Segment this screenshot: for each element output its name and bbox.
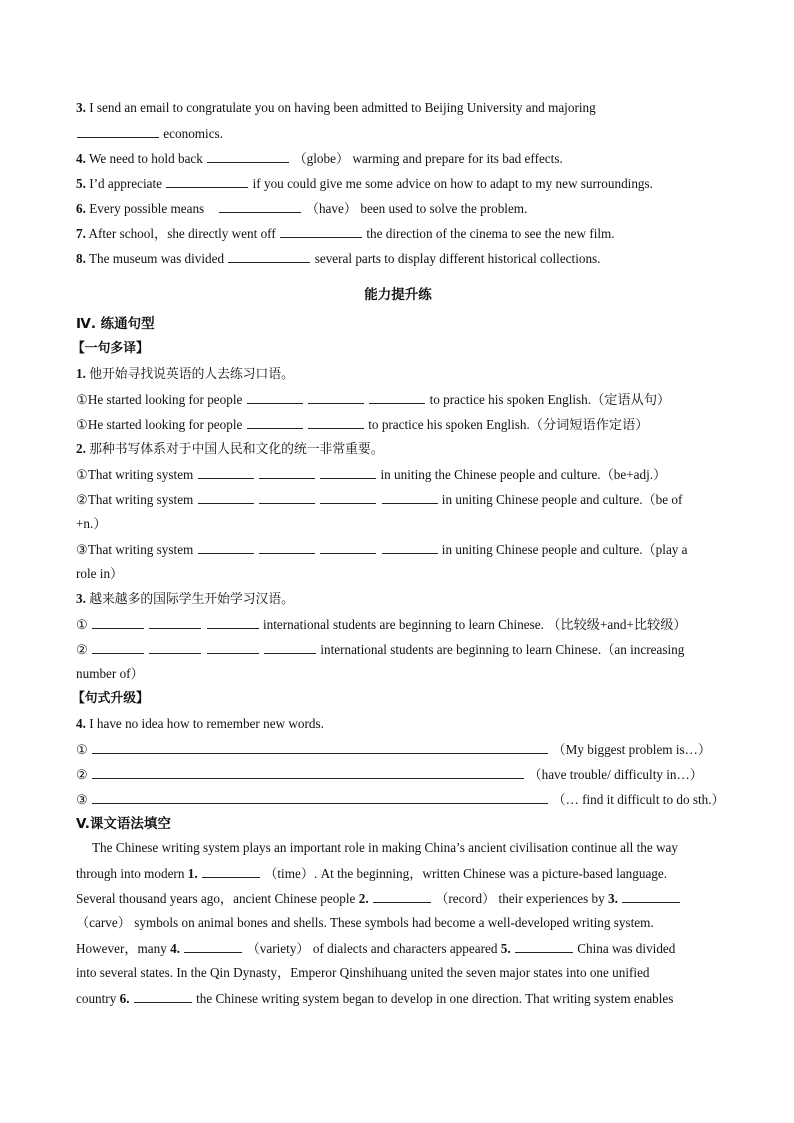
answer-suffix: （have trouble/ difficulty in…） bbox=[528, 767, 703, 782]
s4-q2-c bbox=[76, 540, 720, 559]
answer-blank[interactable] bbox=[184, 939, 242, 953]
hint-word: （globe） bbox=[293, 151, 350, 166]
blank-number: 2. bbox=[358, 891, 369, 906]
answer-blank[interactable] bbox=[198, 465, 254, 479]
answer-blank[interactable] bbox=[369, 390, 425, 404]
s4-q2-b bbox=[76, 490, 720, 509]
question-3-cont bbox=[76, 124, 720, 143]
answer-suffix: in uniting Chinese people and culture.（be of bbox=[441, 492, 683, 507]
answer-blank[interactable] bbox=[259, 465, 315, 479]
answer-blank[interactable] bbox=[308, 390, 364, 404]
answer-blank[interactable] bbox=[207, 640, 259, 654]
answer-blank[interactable] bbox=[134, 989, 192, 1003]
question-number: 6. bbox=[76, 201, 86, 216]
answer-blank[interactable] bbox=[259, 540, 315, 554]
s4-question-3 bbox=[76, 590, 720, 609]
answer-suffix: international students are beginning to learn Chinese. （比较级+and+比较级） bbox=[263, 617, 687, 632]
question-text: I have no idea how to remember new words. bbox=[89, 716, 324, 731]
answer-blank[interactable] bbox=[259, 490, 315, 504]
answer-suffix: in uniting the Chinese people and culture.（be+adj.） bbox=[380, 467, 667, 482]
answer-prefix: ①That writing system bbox=[76, 467, 194, 482]
section-5-heading: V.课文语法填空 bbox=[76, 816, 171, 832]
question-number: 4. bbox=[76, 716, 86, 731]
blank-number: 4. bbox=[170, 941, 181, 956]
blank-number: 1. bbox=[187, 866, 198, 881]
s4-q4-a bbox=[76, 740, 720, 759]
answer-prefix: ①He started looking for people bbox=[76, 417, 243, 432]
passage-text: （record） their experiences by bbox=[435, 891, 605, 906]
subheading-multi-translate: 【一句多译】 bbox=[72, 341, 149, 356]
chinese-prompt: 越来越多的国际学生开始学习汉语。 bbox=[89, 592, 294, 607]
passage-text: Several thousand years ago，ancient Chinese people bbox=[76, 891, 356, 906]
answer-blank-long[interactable] bbox=[92, 765, 524, 779]
answer-blank[interactable] bbox=[149, 615, 201, 629]
answer-blank[interactable] bbox=[264, 640, 316, 654]
answer-suffix: in uniting Chinese people and culture.（play a bbox=[441, 542, 688, 557]
question-text: the direction of the cinema to see the new film. bbox=[366, 226, 615, 241]
chinese-prompt: 他开始寻找说英语的人去练习口语。 bbox=[89, 367, 294, 382]
question-number: 4. bbox=[76, 151, 86, 166]
question-number: 5. bbox=[76, 176, 86, 191]
chinese-prompt: 那种书写体系对于中国人民和文化的统一非常重要。 bbox=[89, 442, 384, 457]
answer-suffix: （… find it difficult to do sth.） bbox=[552, 792, 725, 807]
s4-question-4 bbox=[76, 715, 720, 733]
question-3 bbox=[76, 99, 720, 117]
answer-suffix: （My biggest problem is…） bbox=[552, 742, 712, 757]
question-number: 1. bbox=[76, 366, 86, 381]
answer-prefix: ① bbox=[76, 617, 88, 632]
question-5 bbox=[76, 174, 720, 193]
answer-blank[interactable] bbox=[247, 415, 303, 429]
hint-word: （have） bbox=[305, 201, 358, 216]
passage-line-6: into several states. In the Qin Dynasty，Emperor Qinshihuang united the seven major states into one unified bbox=[76, 965, 650, 980]
passage-line-3 bbox=[76, 889, 720, 908]
section-4-heading: Ⅳ. 练通句型 bbox=[76, 316, 155, 332]
blank-number: 6. bbox=[119, 991, 130, 1006]
answer-suffix: to practice his spoken English.（分词短语作定语） bbox=[368, 417, 649, 432]
answer-prefix: ③ bbox=[76, 792, 88, 807]
s4-q3-a bbox=[76, 615, 720, 634]
passage-text: （time）. At the beginning，written Chinese was a picture-based language. bbox=[264, 866, 668, 881]
question-text: warming and prepare for its bad effects. bbox=[352, 151, 563, 166]
s4-q4-b bbox=[76, 765, 720, 784]
answer-blank-long[interactable] bbox=[92, 790, 548, 804]
question-number: 8. bbox=[76, 251, 86, 266]
passage-line-4: （carve） symbols on animal bones and shells. These symbols had become a well-developed writing system. bbox=[76, 915, 654, 930]
answer-suffix: to practice his spoken English.（定语从句） bbox=[429, 392, 671, 407]
answer-blank[interactable] bbox=[166, 174, 248, 188]
answer-prefix: ① bbox=[76, 742, 88, 757]
s4-question-1 bbox=[76, 365, 720, 384]
passage-line-2 bbox=[76, 864, 720, 883]
answer-blank[interactable] bbox=[247, 390, 303, 404]
question-number: 2. bbox=[76, 441, 86, 456]
question-number: 3. bbox=[76, 100, 86, 115]
answer-blank[interactable] bbox=[320, 490, 376, 504]
answer-blank[interactable] bbox=[198, 490, 254, 504]
s4-q1-a bbox=[76, 390, 720, 409]
s4-q4-c bbox=[76, 790, 725, 809]
answer-blank[interactable] bbox=[207, 615, 259, 629]
blank-number: 5. bbox=[500, 941, 511, 956]
passage-line-1: The Chinese writing system plays an important role in making China’s ancient civilisation continue all the way bbox=[92, 840, 678, 855]
question-8 bbox=[76, 249, 720, 268]
answer-blank[interactable] bbox=[622, 889, 680, 903]
answer-blank[interactable] bbox=[207, 149, 289, 163]
answer-blank[interactable] bbox=[320, 465, 376, 479]
question-text: I send an email to congratulate you on having been admitted to Beijing University and majoring bbox=[89, 100, 596, 115]
passage-line-5 bbox=[76, 939, 720, 958]
answer-blank[interactable] bbox=[92, 615, 144, 629]
answer-prefix: ② bbox=[76, 767, 88, 782]
question-text: been used to solve the problem. bbox=[360, 201, 528, 216]
passage-text: However，many bbox=[76, 941, 167, 956]
question-text: After school，she directly went off bbox=[88, 226, 276, 241]
answer-blank[interactable] bbox=[308, 415, 364, 429]
answer-blank[interactable] bbox=[149, 640, 201, 654]
answer-suffix: international students are beginning to learn Chinese.（an increasing bbox=[320, 642, 685, 657]
s4-q1-b bbox=[76, 415, 720, 434]
question-text: if you could give me some advice on how to adapt to my new surroundings. bbox=[252, 176, 653, 191]
s4-q2-b-cont: +n.） bbox=[76, 516, 107, 531]
question-text: economics. bbox=[163, 126, 223, 141]
passage-text: China was divided bbox=[577, 941, 676, 956]
s4-q2-c-cont: role in） bbox=[76, 566, 124, 581]
answer-blank[interactable] bbox=[92, 640, 144, 654]
question-7 bbox=[76, 224, 720, 243]
question-4 bbox=[76, 149, 720, 168]
answer-blank[interactable] bbox=[77, 124, 159, 138]
answer-blank[interactable] bbox=[228, 249, 310, 263]
answer-blank[interactable] bbox=[202, 864, 260, 878]
answer-prefix: ③That writing system bbox=[76, 542, 194, 557]
answer-blank[interactable] bbox=[219, 199, 301, 213]
answer-prefix: ①He started looking for people bbox=[76, 392, 243, 407]
question-text: Every possible means bbox=[89, 201, 205, 216]
answer-blank[interactable] bbox=[515, 939, 573, 953]
s4-q3-b bbox=[76, 640, 720, 659]
question-6 bbox=[76, 199, 720, 218]
question-number: 3. bbox=[76, 591, 86, 606]
question-text: several parts to display different historical collections. bbox=[314, 251, 601, 266]
answer-blank[interactable] bbox=[382, 540, 438, 554]
answer-blank[interactable] bbox=[198, 540, 254, 554]
answer-prefix: ②That writing system bbox=[76, 492, 194, 507]
answer-blank[interactable] bbox=[280, 224, 362, 238]
subheading-sentence-upgrade: 【句式升级】 bbox=[72, 691, 149, 706]
passage-text: through into modern bbox=[76, 866, 185, 881]
passage-text: the Chinese writing system began to develop in one direction. That writing system enables bbox=[196, 991, 674, 1006]
passage-text: （variety） of dialects and characters appeared bbox=[246, 941, 498, 956]
question-text: I’d appreciate bbox=[89, 176, 163, 191]
answer-blank[interactable] bbox=[382, 490, 438, 504]
answer-blank-long[interactable] bbox=[92, 740, 548, 754]
blank-number: 3. bbox=[608, 891, 618, 906]
answer-blank[interactable] bbox=[373, 889, 431, 903]
s4-question-2 bbox=[76, 440, 720, 459]
question-text: We need to hold back bbox=[88, 151, 203, 166]
question-number: 7. bbox=[76, 226, 86, 241]
answer-prefix: ② bbox=[76, 642, 88, 657]
question-text: The museum was divided bbox=[88, 251, 225, 266]
s4-q2-a bbox=[76, 465, 720, 484]
s4-q3-b-cont: number of） bbox=[76, 666, 144, 681]
passage-line-7 bbox=[76, 989, 720, 1008]
section-title: 能力提升练 bbox=[364, 287, 432, 303]
passage-text: country bbox=[76, 991, 117, 1006]
answer-blank[interactable] bbox=[320, 540, 376, 554]
